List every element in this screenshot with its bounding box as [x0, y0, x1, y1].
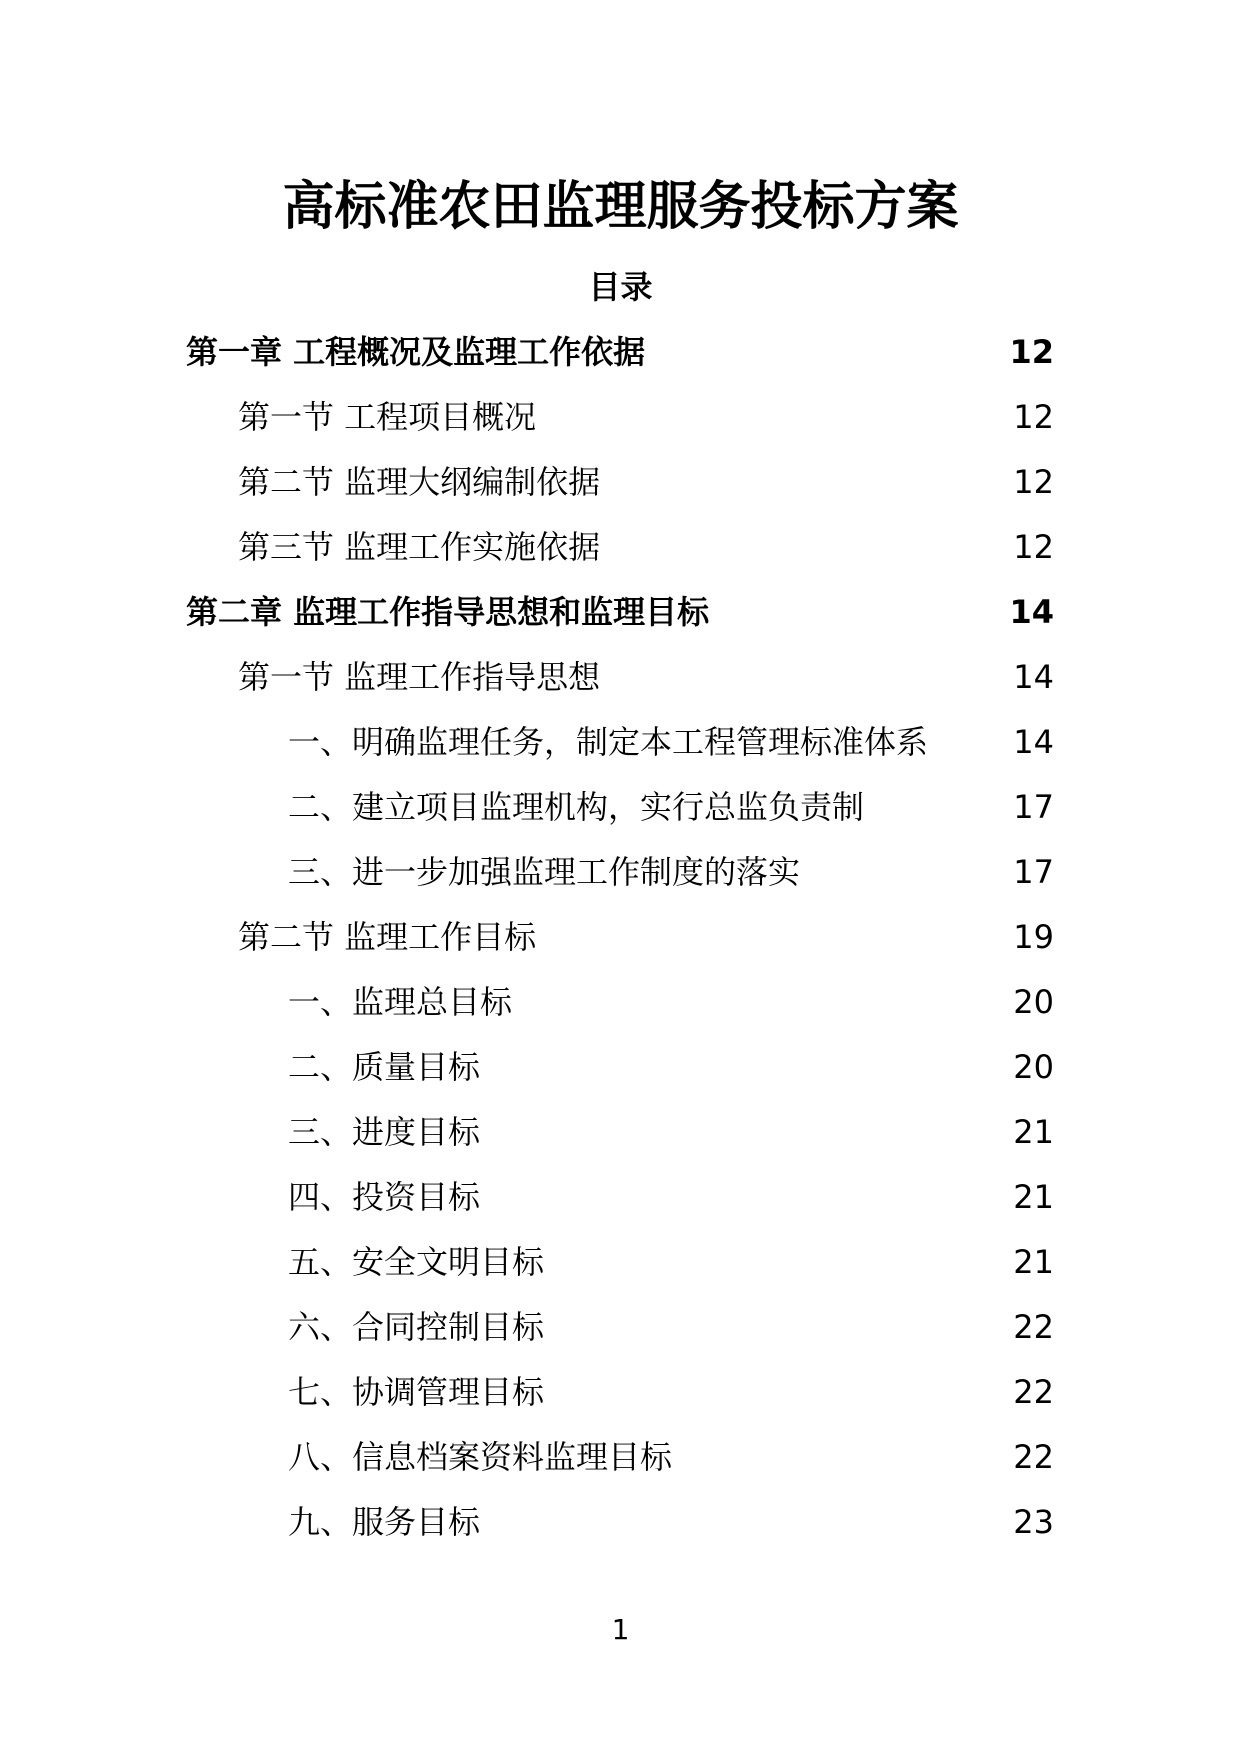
toc-entry-label: 第一节 工程项目概况 — [238, 398, 537, 436]
table-of-contents — [186, 320, 1054, 1555]
toc-entry-chapter-1[interactable] — [186, 320, 1054, 385]
toc-entry-page: 19 — [1013, 918, 1054, 956]
toc-entry-page: 14 — [1009, 593, 1054, 631]
toc-entry-label: 六、合同控制目标 — [288, 1308, 545, 1346]
toc-entry-label: 二、建立项目监理机构，实行总监负责制 — [288, 788, 865, 826]
toc-entry-page: 17 — [1013, 788, 1054, 826]
toc-entry-page: 14 — [1013, 658, 1054, 696]
toc-entry-subsection[interactable] — [186, 1360, 1054, 1425]
toc-entry-subsection[interactable] — [186, 775, 1054, 840]
toc-entry-section[interactable] — [186, 450, 1054, 515]
toc-entry-page: 12 — [1009, 333, 1054, 371]
toc-entry-page: 21 — [1013, 1243, 1054, 1281]
toc-entry-label: 第一章 工程概况及监理工作依据 — [186, 333, 646, 371]
toc-entry-label: 四、投资目标 — [288, 1178, 481, 1216]
toc-entry-subsection[interactable] — [186, 970, 1054, 1035]
toc-entry-section[interactable] — [186, 905, 1054, 970]
page-number: 1 — [611, 1613, 630, 1646]
toc-entry-label: 第二节 监理大纲编制依据 — [238, 463, 601, 501]
toc-heading: 目录 — [588, 268, 653, 306]
toc-entry-subsection[interactable] — [186, 710, 1054, 775]
page-title: 高标准农田监理服务投标方案 — [282, 177, 959, 237]
toc-entry-page: 12 — [1013, 398, 1054, 436]
toc-entry-subsection[interactable] — [186, 1230, 1054, 1295]
toc-entry-section[interactable] — [186, 385, 1054, 450]
toc-entry-page: 23 — [1013, 1503, 1054, 1541]
toc-entry-label: 二、质量目标 — [288, 1048, 481, 1086]
toc-entry-subsection[interactable] — [186, 1165, 1054, 1230]
toc-entry-subsection[interactable] — [186, 1295, 1054, 1360]
toc-entry-label: 八、信息档案资料监理目标 — [288, 1438, 673, 1476]
toc-entry-subsection[interactable] — [186, 1490, 1054, 1555]
toc-entry-section[interactable] — [186, 645, 1054, 710]
toc-entry-page: 22 — [1013, 1438, 1054, 1476]
toc-entry-page: 21 — [1013, 1178, 1054, 1216]
toc-entry-page: 17 — [1013, 853, 1054, 891]
toc-entry-page: 20 — [1013, 983, 1054, 1021]
toc-entry-page: 21 — [1013, 1113, 1054, 1151]
toc-entry-page: 12 — [1013, 463, 1054, 501]
toc-entry-label: 五、安全文明目标 — [288, 1243, 545, 1281]
toc-entry-subsection[interactable] — [186, 840, 1054, 905]
toc-entry-label: 一、监理总目标 — [288, 983, 513, 1021]
toc-entry-page: 22 — [1013, 1373, 1054, 1411]
toc-entry-subsection[interactable] — [186, 1100, 1054, 1165]
toc-entry-chapter-2[interactable] — [186, 580, 1054, 645]
toc-entry-label: 三、进一步加强监理工作制度的落实 — [288, 853, 801, 891]
toc-entry-page: 12 — [1013, 528, 1054, 566]
toc-entry-label: 第二章 监理工作指导思想和监理目标 — [186, 593, 710, 631]
toc-entry-page: 20 — [1013, 1048, 1054, 1086]
toc-entry-page: 22 — [1013, 1308, 1054, 1346]
toc-entry-page: 14 — [1013, 723, 1054, 761]
toc-entry-label: 第三节 监理工作实施依据 — [238, 528, 601, 566]
toc-entry-subsection[interactable] — [186, 1035, 1054, 1100]
toc-entry-label: 第二节 监理工作目标 — [238, 918, 537, 956]
toc-entry-label: 九、服务目标 — [288, 1503, 481, 1541]
toc-entry-subsection[interactable] — [186, 1425, 1054, 1490]
toc-entry-label: 七、协调管理目标 — [288, 1373, 545, 1411]
toc-entry-label: 第一节 监理工作指导思想 — [238, 658, 601, 696]
toc-entry-label: 三、进度目标 — [288, 1113, 481, 1151]
toc-entry-label: 一、明确监理任务，制定本工程管理标准体系 — [288, 723, 929, 761]
toc-entry-section[interactable] — [186, 515, 1054, 580]
